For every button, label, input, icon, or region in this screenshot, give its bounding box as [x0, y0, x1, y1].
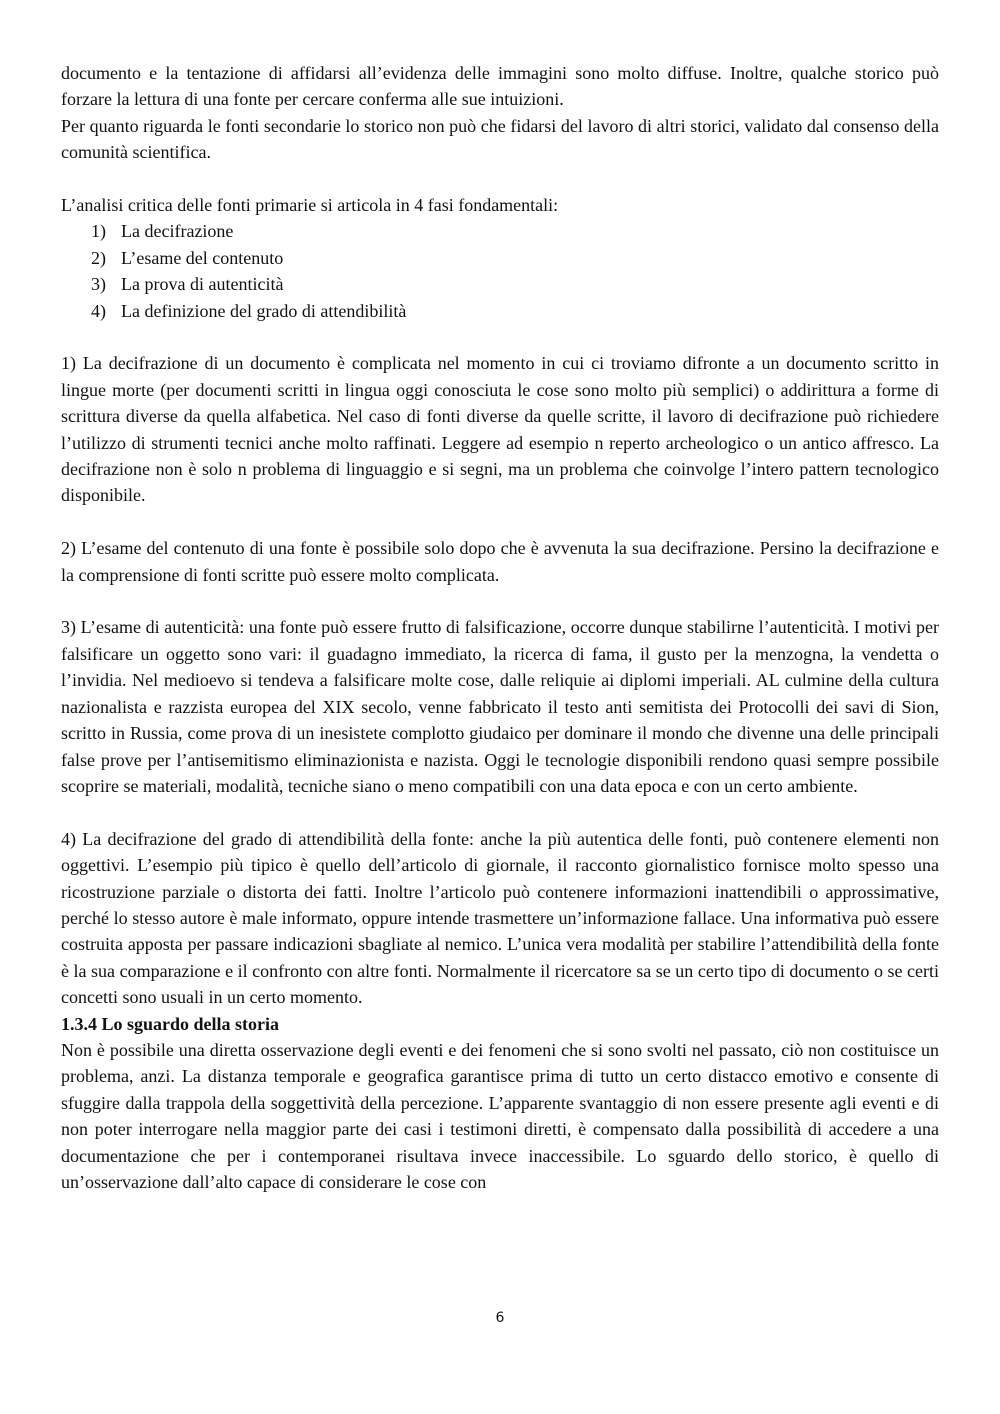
list-item-number: 4)	[91, 300, 106, 321]
list-item-text: La decifrazione	[121, 221, 234, 242]
list-item	[61, 245, 939, 271]
list-intro: L’analisi critica delle fonti primarie si articola in 4 fasi fondamentali:	[61, 195, 559, 216]
document-page	[61, 60, 939, 1195]
list-item	[61, 218, 939, 244]
paragraph-secondary-sources: Per quanto riguarda le fonti secondarie lo storico non può che fidarsi del lavoro di altri storici, validato dal consenso della comunità scientifica.	[61, 115, 939, 163]
paragraph-phase-2: 2) L’esame del contenuto di una fonte è possibile solo dopo che è avvenuta la sua decifrazione. Persino la decifrazione e la comprensione di fonti scritte può essere molto complicata.	[61, 538, 939, 585]
list-item-number: 2)	[91, 247, 106, 268]
phases-list	[61, 218, 939, 324]
paragraph-phase-1: 1) La decifrazione di un documento è complicata nel momento in cui ci troviamo difronte a un documento scritto in lingue morte (per documenti scritti in lingua oggi conosciuta le cose sono molto più semplici) o addirittura a forme di scrittura diverse da quella alfabetica. Nel caso di fonti diverse da quelle scritte, il lavoro di decifrazione può richiedere l’utilizzo di strumenti tecnici anche molto raffinati. Leggere ad esempio n reperto archeologico o un antico affresco. La decifrazione non è solo n problema di linguaggio e si segni, ma un problema che coinvolge l’intero pattern tecnologico disponibile.	[61, 353, 939, 506]
list-item	[61, 271, 939, 297]
page-number: 6	[495, 1310, 505, 1326]
list-item-number: 3)	[91, 274, 106, 295]
section-heading: 1.3.4 Lo sguardo della storia	[61, 1013, 280, 1034]
paragraph-continuation: documento e la tentazione di affidarsi all’evidenza delle immagini sono molto diffuse. Inoltre, qualche storico può forzare la lettura di una fonte per cercare conferma alle sue intuizioni.	[61, 63, 939, 110]
paragraph-phase-3: 3) L’esame di autenticità: una fonte può essere frutto di falsificazione, occorre dunque stabilirne l’autenticità. I motivi per falsificare un oggetto sono vari: il guadagno immediato, la ricerca di fama, il gusto per la menzogna, la vendetta o l’invidia. Nel medioevo si tendeva a falsificare molte cose, dalle reliquie ai diplomi imperiali. AL culmine della cultura nazionalista e razzista europea del XIX secolo, venne fabbricato il testo anti semitista dei Protocolli dei savi di Sion, scritto in Russia, come prova di un inesistete complotto giudaico per dominare il mondo che divenne una delle principali false prove per l’antisemitismo eliminazionista e nazista. Oggi le tecnologie disponibili rendono quasi sempre possibile scoprire se materiali, modalità, tecniche siano o meno compatibili con una data epoca e con un certo ambiente.	[61, 617, 939, 796]
list-item-text: La prova di autenticità	[121, 274, 284, 295]
list-item-text: La definizione del grado di attendibilità	[121, 300, 407, 321]
list-item-text: L’esame del contenuto	[121, 247, 284, 268]
paragraph-phase-4: 4) La decifrazione del grado di attendibilità della fonte: anche la più autentica delle fonti, può contenere elementi non oggettivi. L’esempio più tipico è quello dell’articolo di giornale, il racconto giornalistico fornisce molto spesso una ricostruzione parziale o distorta dei fatti. Inoltre l’articolo può contenere informazioni inattendibili o approssimative, perché lo stesso autore è male informato, oppure intende trasmettere un’informazione fallace. Una informativa può essere costruita apposta per passare indicazioni sbagliate al nemico. L’unica vera modalità per stabilire l’attendibilità della fonte è la sua comparazione e il confronto con altre fonti. Normalmente il ricercatore sa se un certo tipo di documento o se certi concetti sono usuali in un certo momento.	[61, 828, 939, 1008]
list-item-number: 1)	[91, 221, 106, 242]
list-item	[61, 298, 939, 324]
section-body: Non è possibile una diretta osservazione degli eventi e dei fenomeni che si sono svolti nel passato, ciò non costituisce un problema, anzi. La distanza temporale e geografica garantisce prima di tutto un certo distacco emotivo e consente di sfuggire dalla trappola della soggettività della percezione. L’apparente svantaggio di non essere presente agli eventi e di non poter interrogare nella maggior parte dei casi i testimoni diretti, è compensato dalla possibilità di accedere a una documentazione che per i contemporanei risultava invece inaccessibile. Lo sguardo dello storico, è quello di un’osservazione dall’alto capace di considerare le cose con	[61, 1039, 939, 1192]
